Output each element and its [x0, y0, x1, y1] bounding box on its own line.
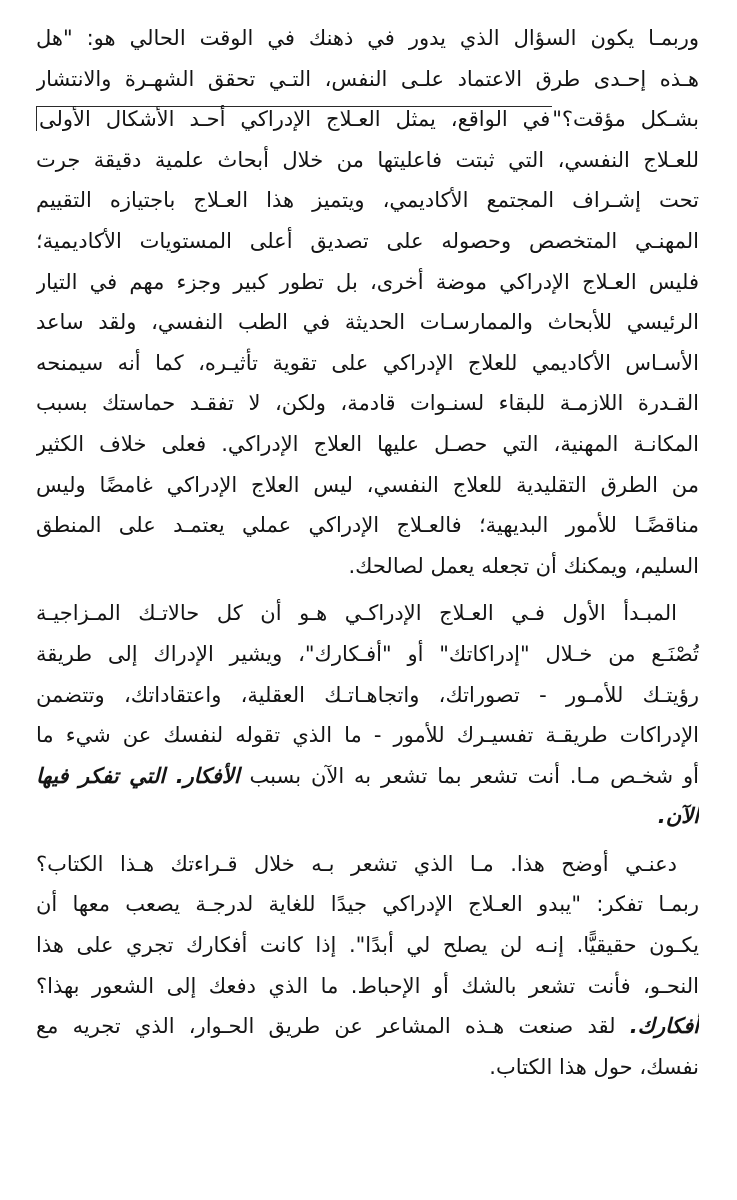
text-line: المكانـة المهنية، التي حصـل عليها العلاج الإدراكي. فعلى خلاف الكثير — [36, 431, 699, 456]
text-line: مناقضًـا للأمور البديهية؛ فالعـلاج الإدراكي عملي يعتمـد على المنطق — [36, 513, 699, 538]
text-line — [36, 756, 699, 797]
text-line: القـدرة اللازمـة للبقاء لسنـوات قادمة، ولكن، لا تفقـد حماستك بسبب — [36, 391, 699, 416]
text-line: يكـون حقيقيًّا. إنـه لن يصلح لي أبدًا". إذا كانت أفكارك تجري على هذا — [36, 933, 699, 958]
text-line: تُصْنَـع من خـلال "إدراكاتك" أو "أفـكارك"، ويشير الإدراك إلى طريقة — [36, 641, 699, 666]
text-fragment: بشـكل مؤقت؟" — [552, 107, 699, 132]
emphasis-text: أفكارك. — [629, 1014, 699, 1039]
text-line: الأسـاس الأكاديمي للعلاج الإدراكي على تقوية تأثيـره، كما أنه سيمنحه — [36, 350, 699, 375]
text-line: المهنـي المتخصص وحصوله على تصديق أعلى المستويات الأكاديمية؛ — [36, 228, 699, 253]
emphasis-text: الآن. — [657, 804, 699, 829]
text-line: تحت إشـراف المجتمع الأكاديمي، ويتميز هذا العـلاج باجتيازه التقييم — [36, 188, 699, 213]
text-line: رؤيتـك للأمـور - تصوراتك، واتجاهـاتـك العقلية، واعتقاداتك، وتتضمن — [36, 682, 699, 707]
framed-phrase: في الواقع، يمثل العـلاج الإدراكي أحـد الأشكال الأولى — [36, 106, 552, 131]
text-line: فليس العـلاج الإدراكي موضة أخرى، بل تطور كبير وجزء مهم في التيار — [36, 269, 699, 294]
text-line: ربمـا تفكر: "يبدو العـلاج الإدراكي جيدًا للغاية لدرجـة يصعب معها أن — [36, 892, 699, 917]
text-line: من الطرق التقليدية للعلاج النفسي، ليس العلاج الإدراكي غامضًا وليس — [36, 472, 699, 497]
text-line: الإدراكات طريقـة تفسيـرك للأمور - ما الذي تقوله لنفسك عن شيء ما — [36, 723, 699, 748]
text-line: السليم، ويمكنك أن تجعله يعمل لصالحك. — [348, 553, 699, 578]
text-line: المبـدأ الأول فـي العـلاج الإدراكـي هـو أن كل حالاتـك المـزاجيـة — [36, 601, 677, 626]
text-line: دعنـي أوضح هذا. مـا الذي تشعر بـه خلال قـراءتك هـذا الكتاب؟ — [36, 851, 677, 876]
text-line — [36, 99, 699, 140]
emphasis-text: الأفكار. التي تفكر فيها — [36, 763, 240, 788]
text-line: الرئيسي للأبحاث والممارسـات الحديثة في الطب النفسي، ولقد ساعد — [36, 310, 699, 335]
text-line: النحـو، فأنت تشعر بالشك أو الإحباط. ما الذي دفعك إلى الشعور بهذا؟ — [36, 973, 699, 998]
text-fragment: لقد صنعت هـذه المشاعر عن طريق الحـوار، الذي تجريه مع — [36, 1014, 616, 1039]
paragraph-intro — [36, 18, 699, 586]
text-line: هـذه إحـدى طرق الاعتماد علـى النفس، التـي تحقق الشهـرة والانتشار — [36, 66, 699, 91]
paragraph-example — [36, 844, 699, 1088]
text-line: نفسك، حول هذا الكتاب. — [489, 1054, 699, 1079]
text-line: وربمـا يكون السؤال الذي يدور في ذهنك في الوقت الحالي هو: "هل — [36, 26, 699, 50]
text-line — [36, 1006, 699, 1047]
paragraph-principle — [36, 593, 699, 837]
text-fragment: أو شخـص مـا. أنت تشعر بما تشعر به الآن بسبب — [249, 763, 699, 788]
text-line — [36, 796, 699, 837]
text-line: للعـلاج النفسي، التي ثبتت فاعليتها من خلال أبحاث علمية دقيقة جرت — [36, 147, 699, 172]
book-page — [36, 18, 699, 1186]
